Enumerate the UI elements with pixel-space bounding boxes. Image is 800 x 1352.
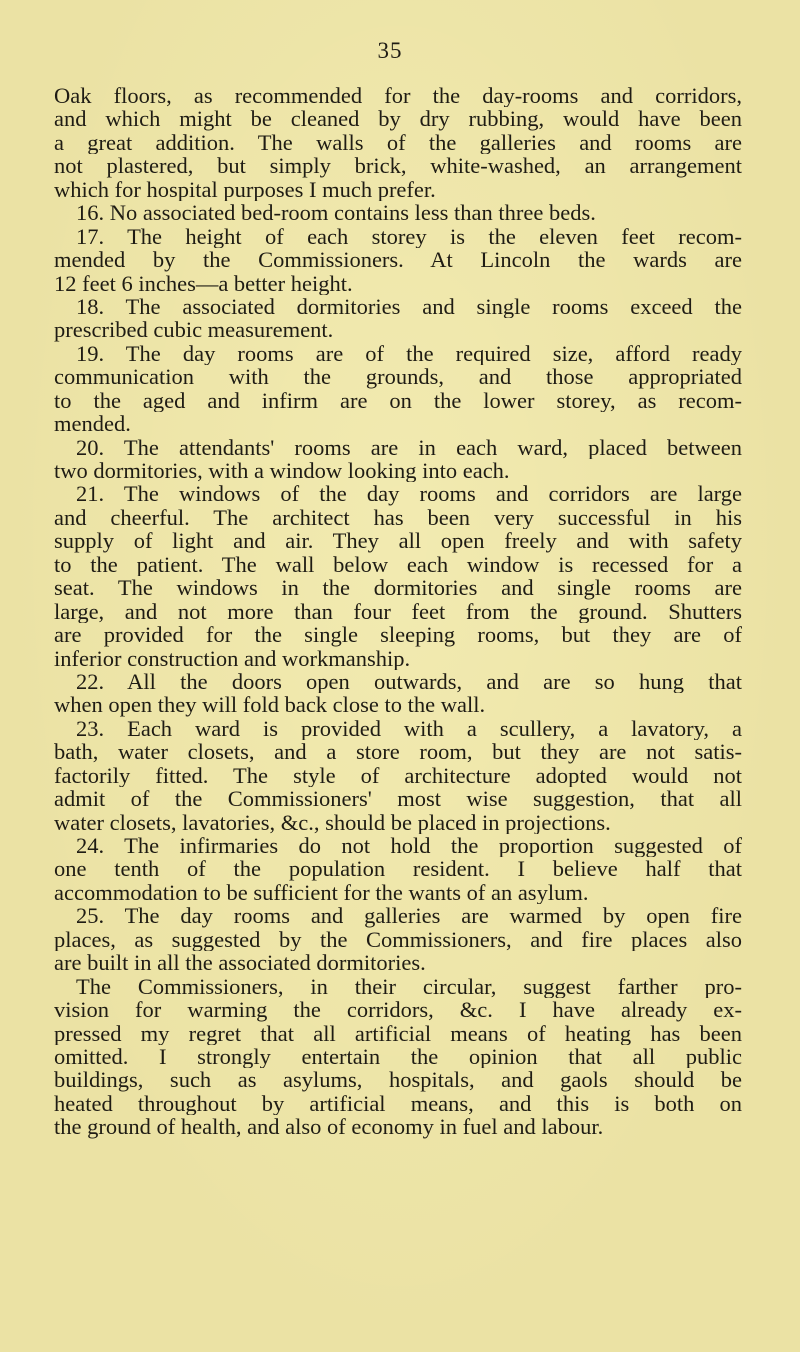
text-line: are provided for the single sleeping rooms, but they are of bbox=[54, 623, 742, 647]
text-line: omitted. I strongly entertain the opinion that all public bbox=[54, 1044, 742, 1069]
text-line: accommodation to be sufficient for the wants of an asylum. bbox=[54, 880, 589, 905]
text-line: vision for warming the corridors, &c. I have already ex- bbox=[54, 998, 742, 1022]
text-line: factorily fitted. The style of architecture adopted would not bbox=[54, 763, 742, 788]
text-line: prescribed cubic measurement. bbox=[54, 318, 334, 342]
text-line: places, as suggested by the Commissioners, and fire places also bbox=[54, 927, 742, 952]
text-line: the ground of health, and also of economy in fuel and labour. bbox=[54, 1115, 604, 1139]
text-line: seat. The windows in the dormitories and single rooms are bbox=[54, 576, 742, 600]
text-line: which for hospital purposes I much prefer. bbox=[54, 177, 436, 202]
text-line: when open they will fold back close to the wall. bbox=[54, 693, 486, 717]
text-line: to the aged and infirm are on the lower storey, as recom- bbox=[54, 388, 742, 413]
text-line: 25. The day rooms and galleries are warmed by open fire bbox=[76, 904, 742, 928]
text-line: 23. Each ward is provided with a scullery, a lavatory, a bbox=[76, 716, 742, 741]
body-text bbox=[54, 84, 742, 1139]
text-line: 20. The attendants' rooms are in each ward, placed between bbox=[76, 435, 742, 459]
text-line: water closets, lavatories, &c., should be placed in projections. bbox=[54, 810, 611, 834]
text-line: supply of light and air. They all open freely and with safety bbox=[54, 529, 742, 553]
text-line: 24. The infirmaries do not hold the proportion suggested of bbox=[76, 834, 742, 858]
text-line: communication with the grounds, and those appropriated bbox=[54, 365, 742, 389]
text-line: Oak floors, as recommended for the day-rooms and corridors, bbox=[54, 84, 742, 108]
text-line: heated throughout by artificial means, and this is both on bbox=[54, 1091, 742, 1116]
text-line: one tenth of the population resident. I believe half that bbox=[54, 857, 742, 881]
text-line: to the patient. The wall below each window is recessed for a bbox=[54, 552, 742, 577]
text-line: are built in all the associated dormitories. bbox=[54, 951, 426, 975]
text-line: 17. The height of each storey is the eleven feet recom- bbox=[76, 224, 742, 249]
text-line: bath, water closets, and a store room, but they are not satis- bbox=[54, 740, 742, 764]
text-line: 19. The day rooms are of the required size, afford ready bbox=[76, 341, 742, 366]
text-line: and cheerful. The architect has been very successful in his bbox=[54, 505, 742, 530]
text-line: 22. All the doors open outwards, and are so hung that bbox=[76, 669, 742, 694]
text-line: inferior construction and workmanship. bbox=[54, 646, 411, 670]
text-line: buildings, such as asylums, hospitals, and gaols should be bbox=[54, 1068, 742, 1092]
text-line: 18. The associated dormitories and single rooms exceed the bbox=[76, 294, 742, 319]
text-line: large, and not more than four feet from the ground. Shutters bbox=[54, 599, 742, 624]
text-line: two dormitories, with a window looking into each. bbox=[54, 459, 510, 483]
text-line: 21. The windows of the day rooms and corridors are large bbox=[76, 482, 742, 506]
text-line: mended. bbox=[54, 412, 131, 436]
text-line: not plastered, but simply brick, white-washed, an arrangement bbox=[54, 154, 742, 178]
text-line: 12 feet 6 inches—a better height. bbox=[54, 271, 353, 295]
text-line: pressed my regret that all artificial means of heating has been bbox=[54, 1021, 742, 1045]
text-line: a great addition. The walls of the galleries and rooms are bbox=[54, 130, 742, 155]
text-line: mended by the Commissioners. At Lincoln the wards are bbox=[54, 248, 742, 272]
text-line: admit of the Commissioners' most wise suggestion, that all bbox=[54, 787, 742, 811]
text-line: and which might be cleaned by dry rubbing, would have been bbox=[54, 107, 742, 131]
text-line: 16. No associated bed-room contains less than three beds. bbox=[76, 201, 596, 225]
page-number: 35 bbox=[377, 38, 403, 63]
text-line: The Commissioners, in their circular, suggest farther pro- bbox=[76, 974, 742, 999]
